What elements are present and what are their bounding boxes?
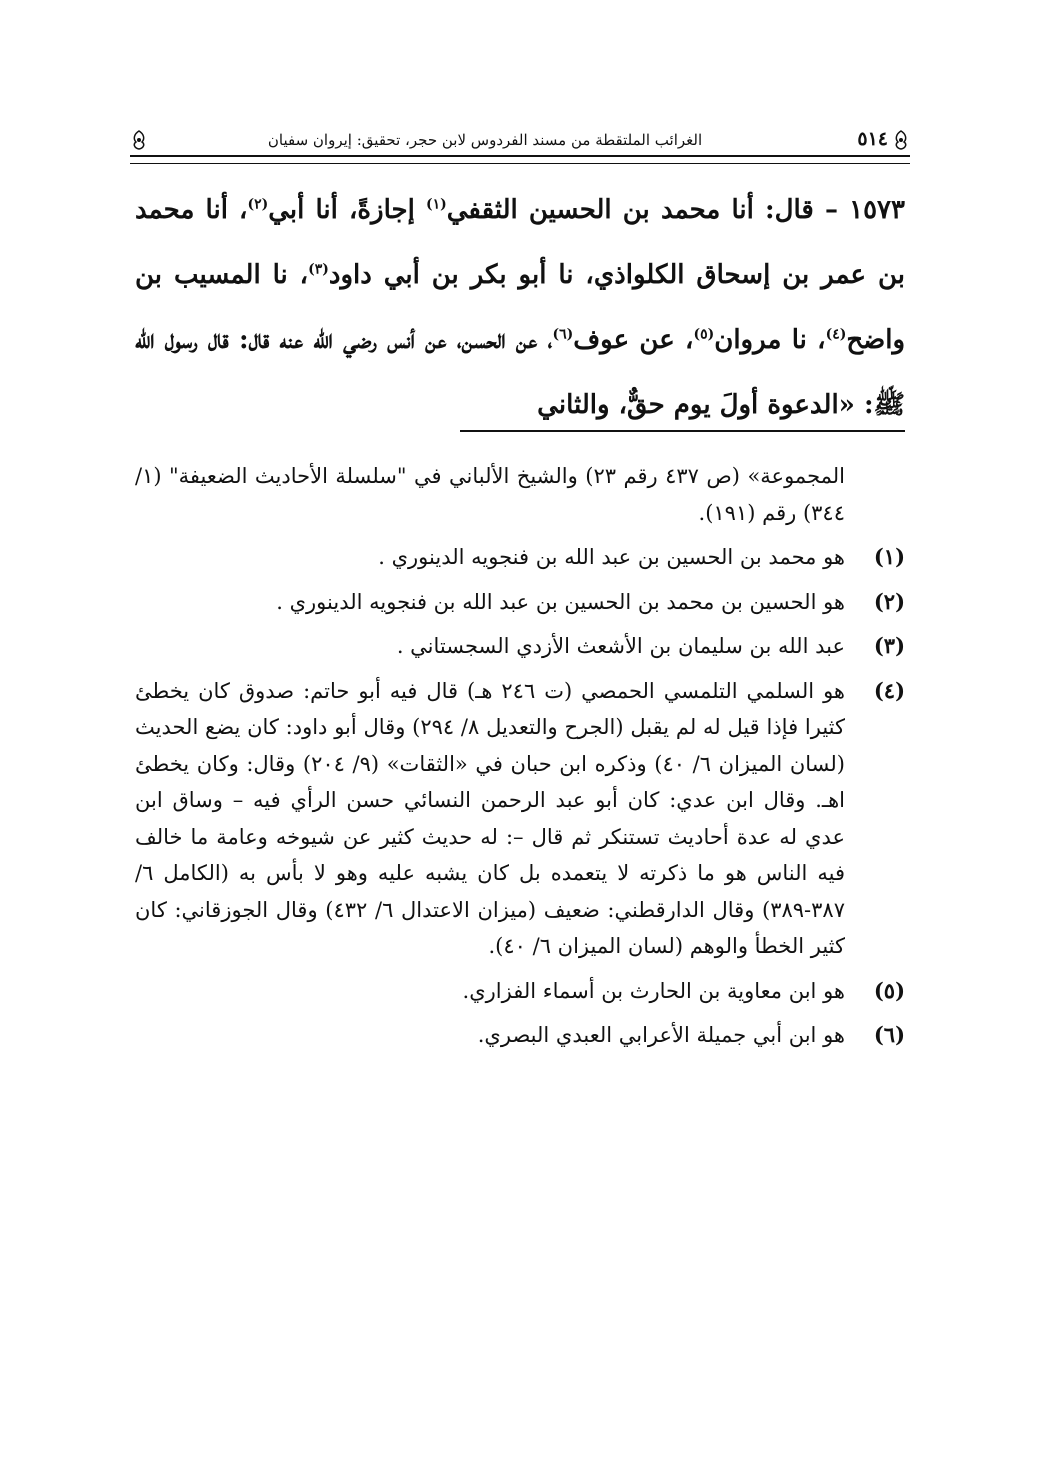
footnotes xyxy=(135,458,905,1062)
page-number: ٥١٤ xyxy=(857,128,888,150)
footnote-ref: (٦) xyxy=(552,326,574,343)
footnote-text: هو ابن أبي جميلة الأعرابي العبدي البصري. xyxy=(477,1023,845,1047)
footnote-number: (١) xyxy=(873,544,905,569)
header-rule xyxy=(130,155,910,164)
footnote-text: هو محمد بن الحسين بن عبد الله بن فنجويه الدينوري . xyxy=(378,545,845,569)
footnote-text: عبد الله بن سليمان بن الأشعث الأزدي السجستاني . xyxy=(396,634,845,658)
hadith-paragraph: ١٥٧٣ – قال: أنا محمد بن الحسين الثقفي$^{(١)}$ إجازةً، أنا أبي$^{(٢)}$، أنا محمد بن عمر بن إسحاق الكلواذي، نا أبو بكر بن أبي داود$^{(٣)}$، نا المسيب بن واضح$^{(٤)}$، نا مروان$^{(٥)}$، عن عوف$^{(٦)}$، عن الحسن، عن أنس رضي الله عنه قال: قال رسول الله ﷺ: «الدعوة أولَ يوم حقٌّ، والثاني xyxy=(135,195,906,420)
main-text xyxy=(135,178,905,438)
footnote-separator xyxy=(460,430,905,432)
footnote-item xyxy=(135,539,905,576)
footnote-item xyxy=(135,973,905,1010)
footnote-ref: (٢) xyxy=(247,196,269,213)
ornament-icon xyxy=(130,130,148,150)
hadith-text: «الدعوة أولَ يوم حقٌّ، والثاني xyxy=(537,390,855,420)
footnote-number: (٢) xyxy=(873,588,905,614)
footnote-ref: (٣) xyxy=(308,261,329,278)
footnote-number: (٤) xyxy=(873,677,905,703)
running-title: الغرائب الملتقطة من مسند الفردوس لابن حجر، تحقيق: إيروان سفيان xyxy=(267,131,703,149)
footnote-ref: (١) xyxy=(425,196,447,213)
footnote-continuation: المجموعة» (ص ٤٣٧ رقم ٢٣) والشيخ الألباني في "سلسلة الأحاديث الضعيفة" (١/ ٣٤٤) رقم (١٩١). xyxy=(135,464,845,525)
footnote-ref: (٥) xyxy=(693,326,715,343)
page-header xyxy=(130,128,910,156)
footnote-text: هو السلمي التلمسي الحمصي (ت ٢٤٦ هـ) قال فيه أبو حاتم: صدوق كان يخطئ كثيرا فإذا قيل له لم يقبل (الجرح والتعديل ٨/ ٢٩٤) وقال أبو داود: كان يضع الحديث (لسان الميزان ٦/ ٤٠) وذكره ابن حبان في «الثقات» (٩/ ٢٠٤) وقال: وكان يخطئ اهـ. وقال ابن عدي: كان أبو عبد الرحمن النسائي حسن الرأي فيه – وساق ابن عدي له عدة أحاديث تستنكر ثم قال –: له حديث كثير عن شيوخه وعامة ما خالف فيه الناس هو ما ذكرته لا يتعمده بل كان يشبه عليه وهو لا بأس به (الكامل ٦/ ٣٨٧-٣٨٩) وقال الدارقطني: ضعيف (ميزان الاعتدال ٦/ ٤٣٢) وقال الجوزقاني: كان كثير الخطأ والوهم (لسان الميزان ٦/ ٤٠). xyxy=(135,678,845,958)
footnote-item xyxy=(135,673,905,965)
footnote-text: هو الحسين بن محمد بن الحسين بن عبد الله بن فنجويه الدينوري . xyxy=(276,589,845,614)
footnote-number: (٣) xyxy=(873,633,905,658)
footnote-item xyxy=(135,628,905,665)
footnote-number: (٦) xyxy=(873,1022,905,1047)
footnote-text: هو ابن معاوية بن الحارث بن أسماء الفزاري. xyxy=(462,978,845,1003)
footnote-ref: (٤) xyxy=(825,326,847,343)
footnote-number: (٥) xyxy=(873,977,905,1003)
footnote-item xyxy=(135,1017,905,1054)
footnote-item xyxy=(135,584,905,621)
ornament-icon xyxy=(892,130,910,150)
